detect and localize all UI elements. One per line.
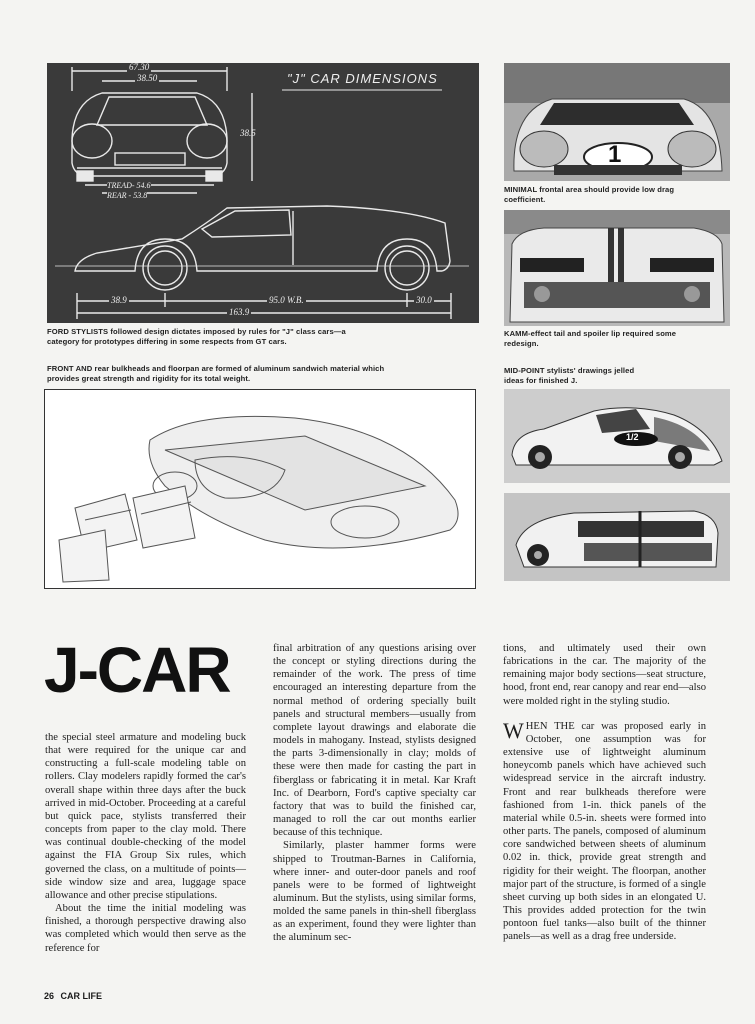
rear-photo [504, 210, 730, 326]
drop-cap: W [503, 717, 524, 743]
dim-cabin-width: 38.50 [137, 73, 158, 83]
front-photo [504, 63, 730, 181]
dim-wheelbase: 95.0 W.B. [269, 295, 304, 305]
col3-paragraph-1: tions, and ultimately used their own fabrications in the car. The majority of the remaining major body sections—seat structure, hood, front end, rear canopy and rear end—also were molded right in the styling studio. [503, 643, 706, 707]
dim-rear-overhang: 30.0 [416, 295, 432, 305]
col3-paragraph-2 [503, 717, 706, 944]
article-column-2 [273, 642, 476, 945]
race-number: 1 [608, 141, 622, 168]
folio [44, 991, 102, 1001]
magazine-name: CAR LIFE [60, 991, 103, 1001]
col2-paragraph-1: final arbitration of any questions arising over the concept or styling directions during the remainder of the work. The press of time encouraged an interesting departure from the normal method of ordering specially built panels and structural members—usually from complete layout drawings and elaborate die models in mahogany. Instead, stylists designed the parts 3-dimensionally in clay; molds of these were then made for casting the part in fiberglass or fabricating it in metal. Kar Kraft Inc. of Dearborn, Ford's captive specialty car factory that was to build the finished car, managed to roll the car out months earlier because of this technique. [273, 643, 476, 839]
col2-paragraph-2: Similarly, plaster hammer forms were shipped to Troutman-Barnes in California, where inner- and outer-door panels and roof panels were to be formed of lightweight aluminum. But the stylists, using similar forms, molded the same panels in thin-shell fiberglass as an experiment, found they were lighter than the aluminum sec- [273, 840, 476, 944]
dim-overall-width: 67.30 [129, 63, 150, 72]
col1-paragraph-2: About the time the initial modeling was finished, a thorough perspective drawing also was completed which would then serve as the reference for [45, 903, 246, 954]
structure-sketch [44, 389, 476, 589]
drawing-number: 1/2 [626, 432, 639, 442]
dimensions-blueprint [47, 63, 479, 323]
dim-overall-length: 163.9 [229, 307, 250, 317]
dim-front-overhang: 38.9 [111, 295, 127, 305]
blueprint-caption: FORD STYLISTS followed design dictates imposed by rules for "J" class cars—a category for prototypes differing in some respects from GT cars. [47, 327, 346, 346]
rear-three-quarter-drawing [504, 493, 730, 581]
dim-tread-front: TREAD- 54.6 [107, 181, 151, 190]
blueprint-title: "J" CAR DIMENSIONS [287, 71, 438, 86]
front-photo-caption: MINIMAL frontal area should provide low drag coefficient. [504, 185, 675, 204]
sketch-caption: FRONT AND rear bulkheads and floorpan are formed of aluminum sandwich material which provides great strength and rigidity for its total weight. [47, 364, 385, 383]
col3-paragraph-2-body: car was proposed early in October, one assumption was for extensive use of lightweight aluminum honeycomb panels which have achieved such widespread service in the aircraft industry. Front and rear bulkheads therefore were fashioned from 1-in. thick panels of the material while 0.5-in. sheets were formed into other parts. The panels, composed of aluminum core sandwiched between sheets of aluminum 0.02 in. thick, provide great strength and rigidity for their weight. The floorpan, another major part of the structure, is formed of a single sheet curving up both sides in an elongated U. This provides added protection for the twin pontoon fuel tanks—also built of the thinner panels—as well as a drag free underside. [503, 720, 706, 943]
article-column-1 [45, 731, 246, 955]
col1-paragraph-1: the special steel armature and modeling buck that were required for the unique car and constructing a full-scale modeling table on rollers. Clay modelers rapidly formed the car's overall shape within three days after the buck arrived in mid-October. Proceeding at a careful but quick pace, stylists transferred their concepts from paper to the clay mold. There was continual double-checking of the model against the FIA Group Six rules, which governed the class, on a multitude of points—side window size and area, luggage space allowance and other precise stipulations. [45, 732, 246, 901]
dim-tread-rear: REAR - 53.8 [107, 191, 148, 200]
drawings-caption: MID-POINT stylists' drawings jelled ideas for finished J. [504, 366, 635, 385]
headline: J-CAR [44, 634, 230, 706]
side-drawing [504, 389, 730, 483]
page-number: 26 [44, 991, 55, 1001]
rear-photo-caption: KAMM-effect tail and spoiler lip required some redesign. [504, 329, 677, 348]
lead-in: HEN THE [525, 720, 575, 732]
article-column-3 [503, 642, 706, 943]
dim-height: 38.5 [240, 128, 256, 138]
